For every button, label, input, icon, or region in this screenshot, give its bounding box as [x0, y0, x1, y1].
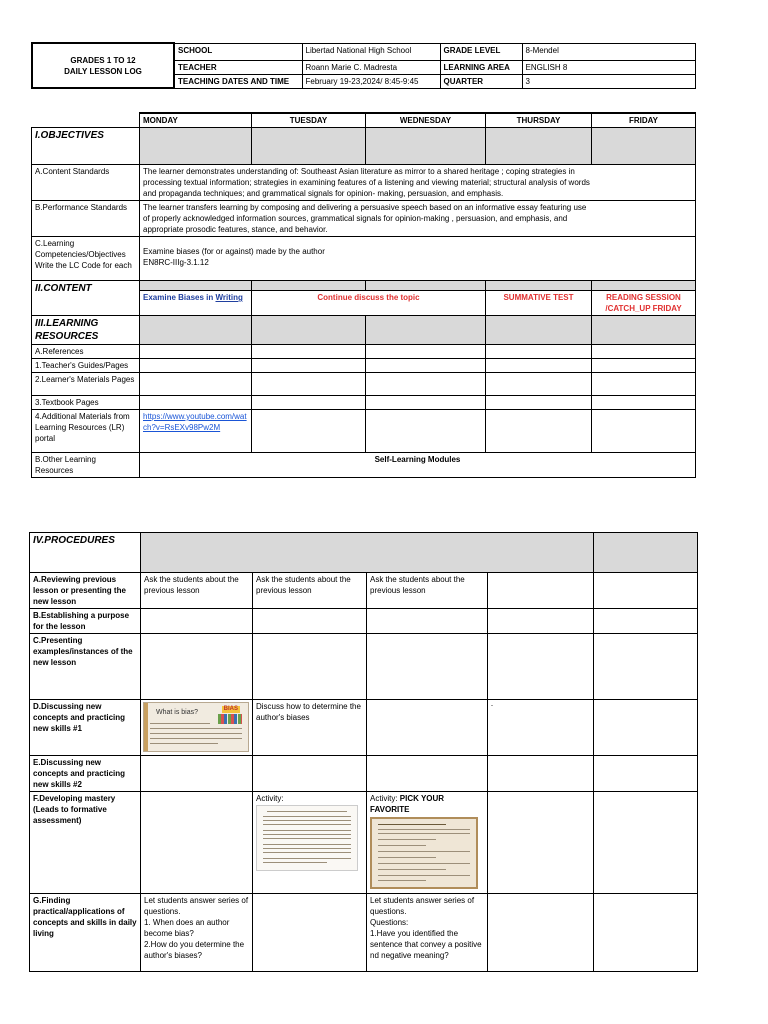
title-line2: DAILY LESSON LOG — [64, 66, 142, 76]
content-friday-line2: /CATCH_UP FRIDAY — [605, 304, 682, 313]
content-standards-text: The learner demonstrates understanding of: Southeast Asian literature as mirror to a shared heritage ; coping strategies in processing textual information; strategies in examining features of a listening and viewing material; structural analysis of words and propaganda techniques; and grammatical signals for opinion- making, persuasion, and emphasis. — [140, 165, 696, 201]
references-label: A.References — [32, 345, 140, 359]
objectives-table — [31, 112, 696, 478]
g-wed-questions-label: Questions: — [370, 918, 409, 927]
proc-d-tuesday: Discuss how to determine the author's biases — [253, 700, 367, 756]
proc-d-thursday: - — [488, 700, 594, 756]
procedures-heading: IV.PROCEDURES — [30, 533, 141, 573]
teacher-label: TEACHER — [174, 60, 302, 74]
teacher-value: Roann Marie C. Madresta — [302, 60, 440, 74]
content-heading: II.CONTENT — [32, 281, 140, 316]
performance-standards-text: The learner transfers learning by composing and delivering a persuasive speech based on an informative essay featuring use of properly acknowledged information sources, grammatical signals for opinion-making , persuasion, and emphasis, and appropriate prosodic features, stance, and behavior. — [140, 201, 696, 237]
g-wed-intro: Let students answer series of questions. — [370, 896, 475, 916]
proc-a-monday: Ask the students about the previous lesson — [141, 573, 253, 609]
grade-label: GRADE LEVEL — [440, 43, 522, 60]
competency-code: EN8RC-IIIg-3.1.12 — [143, 258, 209, 267]
proc-a-wednesday: Ask the students about the previous lesson — [367, 573, 488, 609]
proc-d-monday — [141, 700, 253, 756]
proc-d-label: D.Discussing new concepts and practicing new skills #1 — [30, 700, 141, 756]
procedures-table — [29, 532, 698, 972]
content-monday-link[interactable]: Writing — [215, 293, 243, 302]
content-monday — [140, 291, 252, 316]
activity-title-wed: PICK YOUR FAVORITE — [370, 794, 445, 814]
pick-favorite-worksheet-image — [370, 817, 478, 889]
area-value: ENGLISH 8 — [522, 60, 695, 74]
resources-heading-line2: RESOURCES — [35, 331, 99, 342]
proc-f-tuesday — [253, 792, 367, 894]
proc-a-tuesday: Ask the students about the previous lesson — [253, 573, 367, 609]
content-friday — [592, 291, 696, 316]
day-tuesday: TUESDAY — [252, 113, 366, 128]
competencies-label: C.Learning Competencies/Objectives Write the LC Code for each — [32, 237, 140, 281]
proc-b-label: B.Establishing a purpose for the lesson — [30, 609, 141, 634]
area-label: LEARNING AREA — [440, 60, 522, 74]
day-monday: MONDAY — [140, 113, 252, 128]
proc-g-monday — [141, 894, 253, 972]
content-tue-wed: Continue discuss the topic — [252, 291, 486, 316]
bias-slide-image — [143, 702, 249, 752]
teachers-guide-label: 1.Teacher's Guides/Pages — [32, 359, 140, 373]
objectives-heading: I.OBJECTIVES — [32, 128, 140, 165]
activity-label-wed — [370, 793, 484, 815]
other-resources-label: B.Other Learning Resources — [32, 453, 140, 478]
proc-g-label: G.Finding practical/applications of concepts and skills in daily living — [30, 894, 141, 972]
activity-prefix-wed: Activity: — [370, 794, 400, 803]
proc-g-wednesday — [367, 894, 488, 972]
slide-title: What is bias? — [156, 709, 199, 716]
header-table — [31, 42, 696, 89]
school-label: SCHOOL — [174, 43, 302, 60]
g-wed-question1: 1.Have you identified the sentence that convey a positive nd negative meaning? — [370, 929, 482, 960]
day-friday: FRIDAY — [592, 113, 696, 128]
dates-label: TEACHING DATES AND TIME — [174, 74, 302, 88]
performance-standards-label: B.Performance Standards — [32, 201, 140, 237]
proc-c-label: C.Presenting examples/instances of the new lesson — [30, 634, 141, 700]
competencies-cell — [140, 237, 696, 281]
title-line1: GRADES 1 TO 12 — [70, 55, 136, 65]
content-monday-prefix: Examine Biases in — [143, 293, 216, 302]
day-thursday: THURSDAY — [486, 113, 592, 128]
additional-materials-label: 4.Additional Materials from Learning Resources (LR) portal — [32, 410, 140, 453]
quarter-label: QUARTER — [440, 74, 522, 88]
g-mon-question1: 1. When does an author become bias? — [144, 918, 230, 938]
grade-value: 8-Mendel — [522, 43, 695, 60]
content-thursday: SUMMATIVE TEST — [486, 291, 592, 316]
dates-value: February 19-23,2024/ 8:45-9:45 — [302, 74, 440, 88]
people-icon — [218, 714, 242, 724]
g-mon-intro: Let students answer series of questions. — [144, 896, 249, 916]
g-mon-question2: 2.How do you determine the author's biases? — [144, 940, 245, 960]
bias-badge: BIAS — [223, 706, 238, 712]
textbook-label: 3.Textbook Pages — [32, 396, 140, 410]
resources-heading — [32, 316, 140, 345]
proc-a-label: A.Reviewing previous lesson or presenting the new lesson — [30, 573, 141, 609]
youtube-link[interactable]: https://www.youtube.com/watch?v=RsEXv98Pw2M — [140, 410, 252, 453]
proc-f-label: F.Developing mastery (Leads to formative assessment) — [30, 792, 141, 894]
activity-label-tue: Activity: — [256, 794, 284, 803]
proc-f-wednesday — [367, 792, 488, 894]
day-wednesday: WEDNESDAY — [366, 113, 486, 128]
content-friday-line1: READING SESSION — [606, 293, 681, 302]
quarter-value: 3 — [522, 74, 695, 88]
activity-worksheet-image — [256, 805, 358, 871]
competency-text: Examine biases (for or against) made by the author — [143, 247, 325, 256]
proc-e-label: E.Discussing new concepts and practicing new skills #2 — [30, 756, 141, 792]
log-title — [32, 43, 174, 88]
content-standards-label: A.Content Standards — [32, 165, 140, 201]
other-resources-value: Self-Learning Modules — [140, 453, 696, 478]
school-value: Libertad National High School — [302, 43, 440, 60]
resources-heading-line1: III.LEARNING — [35, 318, 99, 329]
learners-materials-label: 2.Learner's Materials Pages — [32, 373, 140, 396]
